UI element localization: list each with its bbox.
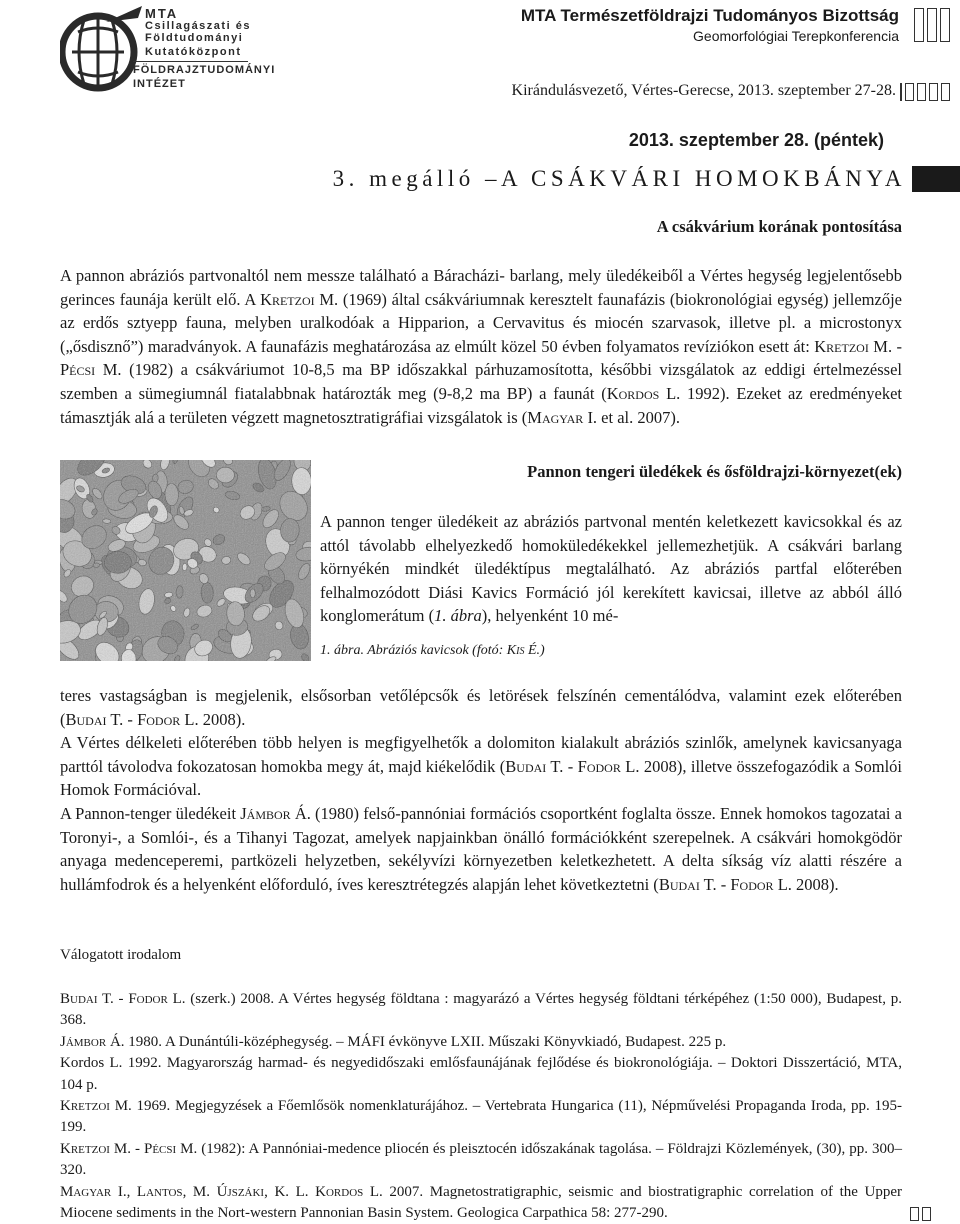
text: L. 2007. Magnetostratigraphic, seismic and biostratigraphic correlation of the Upper Miocene sediments in the Nort-western Pannonian Basin System. Geologica Carpathica 58: 277-290. xyxy=(60,1183,903,1222)
text: A Pannon-tenger üledékeit xyxy=(60,803,241,823)
author-name: Magyar xyxy=(60,1183,112,1200)
section-heading-csakvarium: A csákvárium korának pontosítása xyxy=(656,217,902,236)
text: A pannon abráziós partvonaltól nem messze található a Báracházi- barlang, mely üledékeiből a Vértes hegység legjelentősebb gerinces faunája került elő. A xyxy=(60,266,902,309)
guide-subtitle: Kirándulásvezető, Vértes-Gerecse, 2013. szeptember 27-28. xyxy=(511,82,896,99)
text: M. (1969) által csákváriumnak keresztelt faunafázis (biokronológiai egység) jellemzője az erdős sztyepp fauna, melyben uralkodóak a Hipparion, a Cervavitus és miocén szarvasok, illetve pl. a microstonyx („ősdisznő”) maradványok. A faunafázis meghatározása az elmúlt közel 50 évben folyamatos revíziókon esett át: xyxy=(60,289,902,356)
figure-caption xyxy=(320,643,545,659)
author-name: Lantos xyxy=(136,1183,183,1200)
logo-text-line4: Kutatóközpont xyxy=(145,46,242,58)
reference-item xyxy=(60,1053,902,1096)
author-name: Kis xyxy=(506,643,525,658)
logo-text-line6: INTÉZET xyxy=(133,78,186,90)
logo-text-line2: Csillagászati és xyxy=(145,20,251,32)
date-heading: 2013. szeptember 28. (péntek) xyxy=(628,130,884,150)
stop-heading: 3. megálló –A CSÁKVÁRI HOMOKBÁNYA xyxy=(332,166,906,191)
author-name: Kordos xyxy=(315,1183,364,1200)
conference-subtitle: Geomorfológiai Terepkonferencia xyxy=(693,28,899,44)
text: L. 2008). xyxy=(773,874,839,894)
deco-box xyxy=(905,83,914,101)
text: M. (1982) a csákváriumot 10-8,5 ma BP időszakkal párhuzamosította, későbbi vizsgálatok az eddigi értelmezéssel szemben a sümegiumnál fiatalabbnak határozták meg (9-8,2 ma BP) a faunát ( xyxy=(60,360,902,403)
author-name: Újszáki xyxy=(216,1183,265,1200)
text: , M. xyxy=(182,1183,217,1200)
author-name: Fodor xyxy=(577,756,621,776)
heading-bar xyxy=(912,166,960,192)
text: I. et al. 2007). xyxy=(583,407,680,427)
text: L. 2008). xyxy=(180,709,246,729)
paragraph xyxy=(60,684,902,731)
gravel-photo xyxy=(60,460,311,661)
text: M. - xyxy=(109,1140,144,1157)
author-name: Magyar xyxy=(527,407,584,427)
author-name: Budai xyxy=(505,756,547,776)
author-name: Kretzoi xyxy=(60,1140,110,1157)
paragraph-pannon-intro xyxy=(320,510,902,628)
logo-text-mta: MTA xyxy=(145,6,179,21)
text: , K. L. xyxy=(264,1183,316,1200)
author-name: Budai xyxy=(65,709,107,729)
section-heading-pannon: Pannon tengeri üledékek és ősföldrajzi-környezet(ek) xyxy=(527,462,902,481)
deco-box xyxy=(927,8,937,42)
deco-box xyxy=(940,8,950,42)
text: M. (1982): A Pannóniai-medence pliocén és pleisztocén időszakának tagolása. – Földrajzi Közlemények, (30), pp. 300–320. xyxy=(60,1140,902,1179)
deco-rule xyxy=(900,83,902,101)
text: A pannon tenger üledékeit az abráziós partvonal mentén keletkezett kavicsokkal és az attól távolabb elhelyezkedő homoküledékekkel jellemezhetjük. A csákvári barlang környékén mindkét üledéktípus megtalálható. Az abráziós partfal előterében felhalmozódott Diási Kavics Formáció jól kerekített kavicsai, illetve az abból álló konglomerátum ( xyxy=(320,512,902,626)
author-name: Jámbor xyxy=(60,1033,107,1050)
text: Kordos L. 1992. Magyarország harmad- és negyedidőszaki emlősfaunájának fejlődése és biokronológiája. – Doktori Disszertáció, MTA, 104 p. xyxy=(60,1055,902,1093)
text: T. - xyxy=(97,991,129,1007)
deco-box xyxy=(910,1207,919,1221)
figure-reference: 1. ábra xyxy=(434,606,482,626)
reference-item xyxy=(60,1096,902,1139)
deco-box xyxy=(922,1207,931,1221)
deco-box xyxy=(929,83,938,101)
author-name: Fodor xyxy=(730,874,774,894)
text: ), helyenként 10 mé- xyxy=(481,606,619,626)
author-name: Kretzoi xyxy=(260,289,315,309)
author-name: Pécsi xyxy=(60,360,96,380)
logo-text-line3: Földtudományi xyxy=(145,32,244,44)
paragraph xyxy=(60,731,902,802)
text: M. 1969. Megjegyzések a Főemlősök nomenklaturájához. – Vertebrata Hungarica (11), Népművelési Propaganda Iroda, pp. 195-199. xyxy=(60,1098,902,1136)
author-name: Fodor xyxy=(128,991,168,1007)
logo-divider xyxy=(133,61,248,62)
reference-item xyxy=(60,1139,902,1182)
reference-item xyxy=(60,1182,902,1224)
author-name: Kretzoi xyxy=(814,336,869,356)
text: Á. (1980) felső-pannóniai formációs csoportként foglalta össze. Ennek homokos tagozatai a Toronyi-, a Somlói-, és a Tihanyi Tagozat, amelyek napjainkban önálló formációkként szerepelnek. A csákvári homokgödör anyaga medenceperemi, partközeli helyzetben, sekélyvízi környezetben keletkezhetett. A delta síkság víz alatti részére a hullámfodrok és a helyenként előforduló, íves keresztrétegzés alapján lehet következtetni ( xyxy=(60,803,902,894)
text: L. (szerk.) 2008. A Vértes hegység földtana : magyarázó a Vértes hegység földtani térképéhez (1:50 000), Budapest, p. 368. xyxy=(60,991,902,1029)
institution-title: MTA Természetföldrajzi Tudományos Bizottság xyxy=(520,6,899,25)
author-name: Kretzoi xyxy=(60,1098,110,1115)
text: 1. ábra. Abráziós kavicsok (fotó: xyxy=(320,643,507,658)
reference-item xyxy=(60,1032,902,1053)
text: T. - xyxy=(106,709,138,729)
text: É.) xyxy=(524,643,545,658)
guide-decoration xyxy=(900,83,950,101)
text: T. - xyxy=(546,756,578,776)
author-name: Fodor xyxy=(137,709,181,729)
paragraph-pannon-body xyxy=(60,684,902,896)
paragraph-csakvarium xyxy=(60,264,902,429)
author-name: Budai xyxy=(60,991,98,1007)
text: teres vastagságban is megjelenik, elsősorban vetőlépcsők és letörések felszínén cementálódva, valamint ezek előterében ( xyxy=(60,686,902,729)
author-name: Jámbor xyxy=(240,803,291,823)
text: M. - xyxy=(868,336,902,356)
text: I., xyxy=(111,1183,137,1200)
header-decoration xyxy=(914,8,950,42)
text: A Vértes délkeleti előterében több helyen is megfigyelhetők a dolomiton kialakult abráziós szinlők, amelynek kavicsanyaga parttól távolodva fokozatosan homokba megy át, majd kiékelődik ( xyxy=(60,733,902,776)
bibliography-title: Válogatott irodalom xyxy=(60,947,182,963)
bibliography-list xyxy=(60,989,902,1224)
text: Á. 1980. A Dunántúli-középhegység. – MÁFI évkönyve LXII. Műszaki Könyvkiadó, Budapest. 225 p. xyxy=(106,1033,727,1050)
text: L. 1992). Ezeket az eredményeket támasztják alá a területen végzett magnetosztratigráfiai vizsgálatok is ( xyxy=(60,383,902,427)
deco-box xyxy=(941,83,950,101)
reference-item xyxy=(60,989,902,1032)
deco-box xyxy=(917,83,926,101)
text: L. 2008), illetve összefogazódik a Somlói Homok Formációval. xyxy=(60,756,903,800)
author-name: Budai xyxy=(658,874,700,894)
author-name: Pécsi xyxy=(143,1140,177,1157)
text: T. - xyxy=(699,874,731,894)
page-corner-decoration xyxy=(910,1207,931,1221)
author-name: Kordos xyxy=(606,383,660,403)
deco-box xyxy=(914,8,924,42)
logo-text-line5: FÖLDRAJZTUDOMÁNYI xyxy=(133,64,276,76)
paragraph xyxy=(60,802,902,896)
